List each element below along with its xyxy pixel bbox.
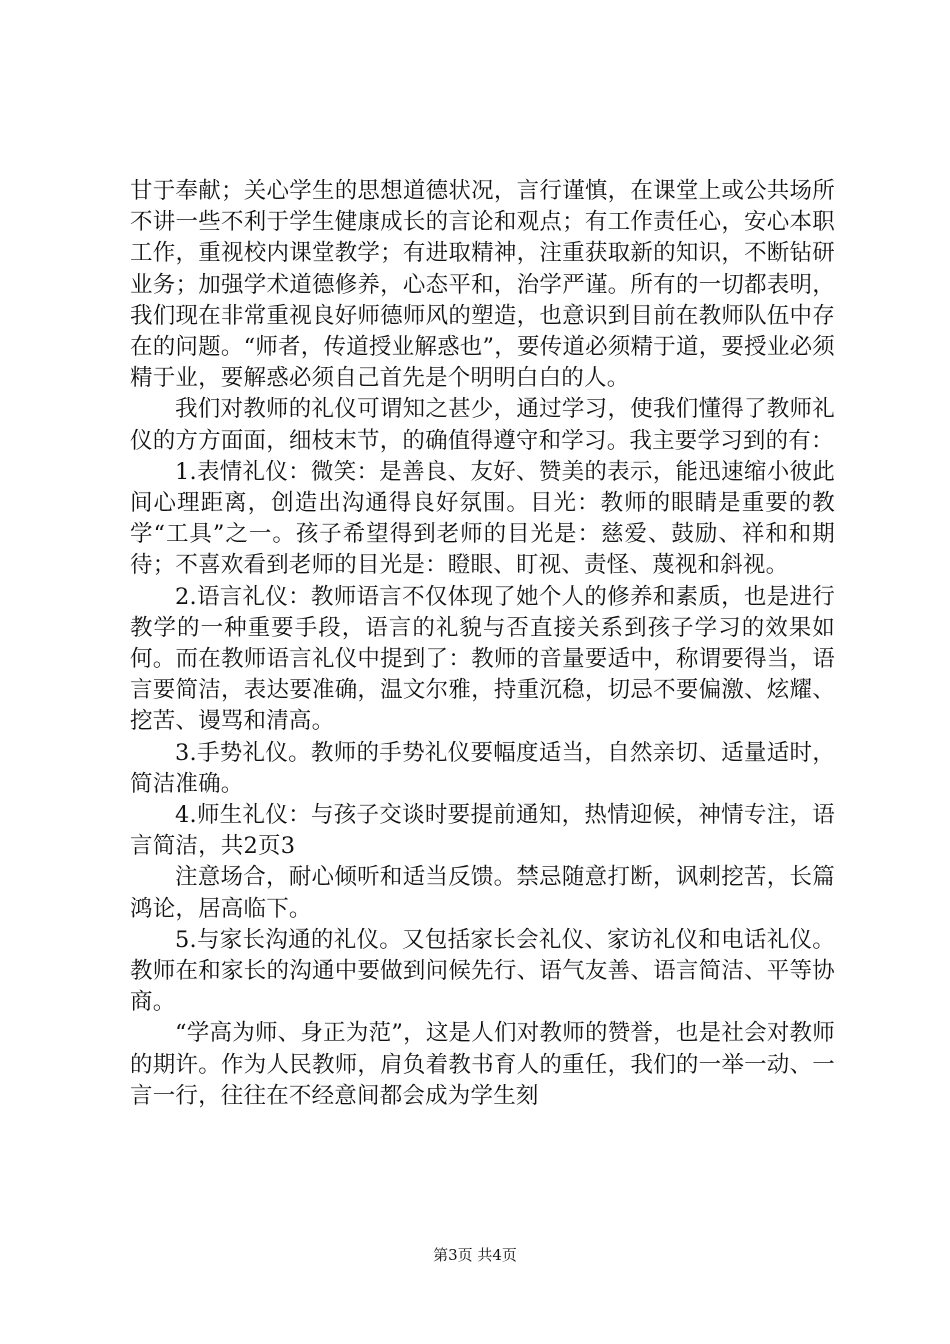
paragraph-parent-communication: 5.与家长沟通的礼仪。又包括家长会礼仪、家访礼仪和电话礼仪。教师在和家长的沟通中要做到问候先行、语气友善、语言简洁、平等协商。 xyxy=(130,926,835,1016)
paragraph-teacher-student-continued: 注意场合，耐心倾听和适当反馈。禁忌随意打断，讽刺挖苦，长篇鸿论，居高临下。 xyxy=(130,864,835,922)
page-footer xyxy=(0,1245,950,1265)
page-number-label: 第3页 共4页 xyxy=(433,1246,517,1264)
paragraph-language-etiquette: 2.语言礼仪：教师语言不仅体现了她个人的修养和素质，也是进行教学的一种重要手段，语言的礼貌与否直接关系到孩子学习的效果如何。而在教师语言礼仪中提到了：教师的音量要适中，称谓要得当，语言要简洁，表达要准确，温文尔雅，持重沉稳，切忌不要偏激、炫耀、挖苦、谩骂和清高。 xyxy=(130,583,835,735)
paragraph-intro-etiquette: 我们对教师的礼仪可谓知之甚少，通过学习，使我们懂得了教师礼仪的方方面面，细枝末节，的确值得遵守和学习。我主要学习到的有： xyxy=(130,396,835,454)
paragraph-expression-etiquette: 1.表情礼仪：微笑：是善良、友好、赞美的表示，能迅速缩小彼此间心理距离，创造出沟通得良好氛围。目光：教师的眼睛是重要的教学“工具”之一。孩子希望得到老师的目光是：慈爱、鼓励、祥和和期待；不喜欢看到老师的目光是：瞪眼、盯视、责怪、蔑视和斜视。 xyxy=(130,458,835,579)
paragraph-teacher-student-etiquette: 4.师生礼仪：与孩子交谈时要提前通知，热情迎候，神情专注，语言简洁，共2页3 xyxy=(130,802,835,860)
paragraph-continued: 甘于奉献；关心学生的思想道德状况，言行谨慎，在课堂上或公共场所不讲一些不利于学生健康成长的言论和观点；有工作责任心，安心本职工作，重视校内课堂教学；有进取精神，注重获取新的知识，不断钻研业务；加强学术道德修养，心态平和，治学严谨。所有的一切都表明，我们现在非常重视良好师德师风的塑造，也意识到目前在教师队伍中存在的问题。“师者，传道授业解惑也”，要传道必须精于道，要授业必须精于业，要解惑必须自己首先是个明明白白的人。 xyxy=(130,178,835,392)
body-text xyxy=(130,176,835,1112)
paragraph-gesture-etiquette: 3.手势礼仪。教师的手势礼仪要幅度适当，自然亲切、适量适时，简洁准确。 xyxy=(130,739,835,797)
paragraph-closing: “学高为师、身正为范”，这是人们对教师的赞誉，也是社会对教师的期许。作为人民教师，肩负着教书育人的重任，我们的一举一动、一言一行，往往在不经意间都会成为学生刻 xyxy=(130,1020,835,1109)
